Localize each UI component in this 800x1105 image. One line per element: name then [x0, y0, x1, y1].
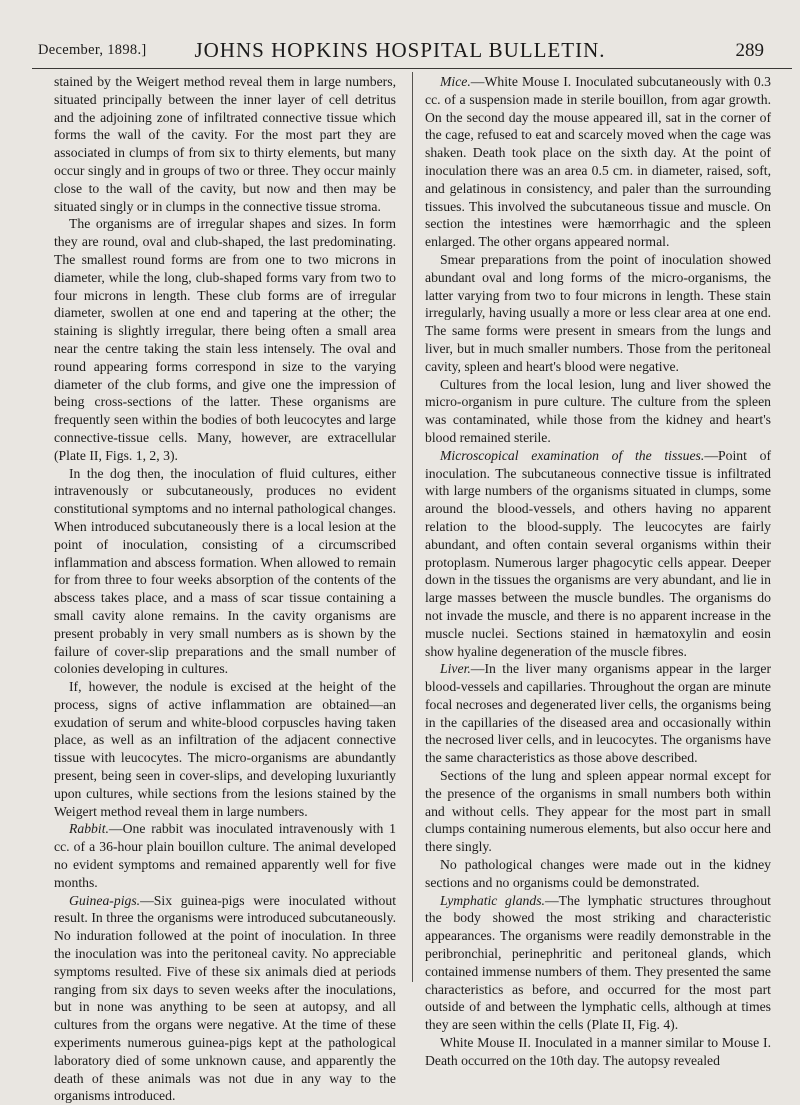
paragraph: No pathological changes were made out in the kidney sections and no organisms could be demonstrated.: [425, 857, 771, 890]
section-heading: Mice.: [440, 74, 471, 89]
section-heading: Microscopical examination of the tissues.: [440, 447, 705, 463]
header-rule: [32, 68, 792, 69]
paragraph: Microscopical examination of the tissues.—Point of inoculation. The subcutaneous connective tissue is infiltrated with large numbers of the organisms situated in clumps, some around the blood-vessels, and others having no apparent relation to the blood-supply. The leucocytes are fairly abundant, and often contain several organisms within their protoplasm. Numerous larger phagocytic cells appear. Deeper down in the tissues the organisms are very abundant, and lie in large masses between the muscle bundles. The organisms do not invade the muscle, and there is no apparent increase in the muscle nuclei. Sections stained in hæmatoxylin and eosin show hyaline degeneration of the muscle fibres.: [425, 447, 772, 659]
column-divider: [412, 72, 413, 982]
paragraph: Sections of the lung and spleen appear normal except for the presence of the organisms in small numbers both within and without cells. They appear for the most part in small clumps containing numerous elements, but also occur here and there singly.: [425, 768, 771, 855]
section-heading: Lymphatic glands.: [440, 892, 545, 908]
paragraph: White Mouse II. Inoculated in a manner similar to Mouse I. Death occurred on the 10th day. The autopsy revealed: [425, 1035, 771, 1068]
section-heading: Liver.: [440, 661, 471, 677]
paragraph: If, however, the nodule is excised at the height of the process, signs of active inflammation are obtained—an exudation of serum and white-blood corpuscles having taken place, as well as an infiltration of the adjacent connective tissue with leucocytes. The micro-organisms are abundantly present, being seen in cover-slips, and developing luxuriantly upon cultures, while sections from the lesions stained by the Weigert method reveal them in large numbers.: [54, 679, 396, 819]
paragraph: Mice.—White Mouse I. Inoculated subcutaneously with 0.3 cc. of a suspension made in sterile bouillon, from agar growth. On the second day the mouse appeared ill, sat in the corner of the cage, refused to eat and scarcely moved when the cage was shaken. Death took place on the sixth day. At the point of inoculation there was an area 0.5 cm. in diameter, raised, soft, and gelatinous in consistency, and paler than the surrounding tissues. This involved the subcutaneous tissue and muscle. On section the intestines were hæmorrhagic and the spleen enlarged. The other organs appeared normal.: [425, 74, 771, 250]
page-number: 289: [735, 40, 764, 61]
left-column: [54, 73, 396, 1105]
paragraph: In the dog then, the inoculation of fluid cultures, either intravenously or subcutaneously, produces no evident constitutional symptoms and no internal pathological changes. When introduced subcutaneously there is a local lesion at the point of inoculation, consisting of a circumscribed inflammation and abscess formation. When allowed to remain for from three to four weeks absorption of the contents of the abscess takes place, and a mass of scar tissue containing a small cavity alone remains. In the cavity organisms are present probably in very small numbers as is shown by the failure of cover-slip preparations and the small number of colonies developing in cultures.: [54, 465, 396, 677]
paragraph: Liver.—In the liver many organisms appear in the larger blood-vessels and capillaries. Throughout the organ are minute focal necroses and degenerated liver cells, the organisms being in the capillaries of the diseased area and occasionally within the necrosed liver cells, and in leucocytes. The organisms have the same characteristics as those above described.: [425, 661, 771, 766]
paragraph: Smear preparations from the point of inoculation showed abundant oval and long forms of the micro-organisms, the latter varying from two to four microns in length. These stain irregularly, having usually a more or less clear area at one end. The same forms were present in smears from the lungs and liver, but in much smaller numbers. Those from the peritoneal cavity, spleen and heart's blood were negative.: [425, 251, 771, 374]
section-heading: Guinea-pigs.: [69, 892, 141, 908]
journal-title: JOHNS HOPKINS HOSPITAL BULLETIN.: [194, 38, 606, 62]
paragraph: The organisms are of irregular shapes and sizes. In form they are round, oval and club-shaped, the last predominating. The smallest round forms are from one to two microns in diameter, while the long, club-shaped forms vary from two to four microns in length. These club forms are of irregular diameter, swollen at one end and tapering at the other; the staining is slightly irregular, there being often a small area near the centre taking the stain less intensely. The oval and round appearing forms correspond in size to the varying diameter of the club forms, and give one the impression of being cross-sections of the latter. These organisms are frequently seen within the bodies of both leucocytes and large connective-tissue cells. Many, however, are extracellular (Plate II, Figs. 1, 2, 3).: [54, 216, 396, 463]
paragraph: Guinea-pigs.—Six guinea-pigs were inoculated without result. In three the organisms were introduced subcutaneously. No induration followed at the point of inoculation. In three the inoculation was into the peritoneal cavity. No appreciable symptoms resulted. Five of these six animals died at periods ranging from six days to seven weeks after the inoculations, but in none was anything to be seen at autopsy, and all cultures from the organs were negative. At the time of these experiments numerous guinea-pigs kept at the pathological laboratory died of some unknown cause, and apparently the death of these animals was not due in any way to the organisms introduced.: [54, 892, 396, 1104]
paragraph: Lymphatic glands.—The lymphatic structures throughout the body showed the most striking and characteristic appearances. The organisms were readily demonstrable in the peribronchial, perinephritic and peritoneal glands, which contained immense numbers of them. They presented the same characteristics as before, and occurred for the most part outside of and between the lymphatic cells, although at times they are seen within the cells (Plate II, Fig. 4).: [425, 892, 771, 1033]
running-header: [0, 38, 800, 66]
issue-date: December, 1898.]: [38, 42, 147, 58]
paragraph: stained by the Weigert method reveal them in large numbers, situated principally between the inner layer of cell detritus and the adjoining zone of infiltrated connective tissue which forms the wall of the cavity. For the most part they are associated in clumps of from six to thirty elements, but many occur singly and in groups of two or three. They occur mainly close to the wall of the cavity, but now and then may be situated singly or in clumps in the connective tissue stroma.: [54, 74, 396, 214]
right-column: [425, 73, 771, 1070]
section-heading: Rabbit.: [69, 821, 109, 837]
paragraph: Cultures from the local lesion, lung and liver showed the micro-organism in pure culture. The culture from the spleen was contaminated, while those from the kidney and heart's blood remained sterile.: [425, 376, 771, 445]
paragraph: Rabbit.—One rabbit was inoculated intravenously with 1 cc. of a 36-hour plain bouillon culture. The animal developed no evident symptoms and remained apparently well for five months.: [54, 821, 396, 890]
